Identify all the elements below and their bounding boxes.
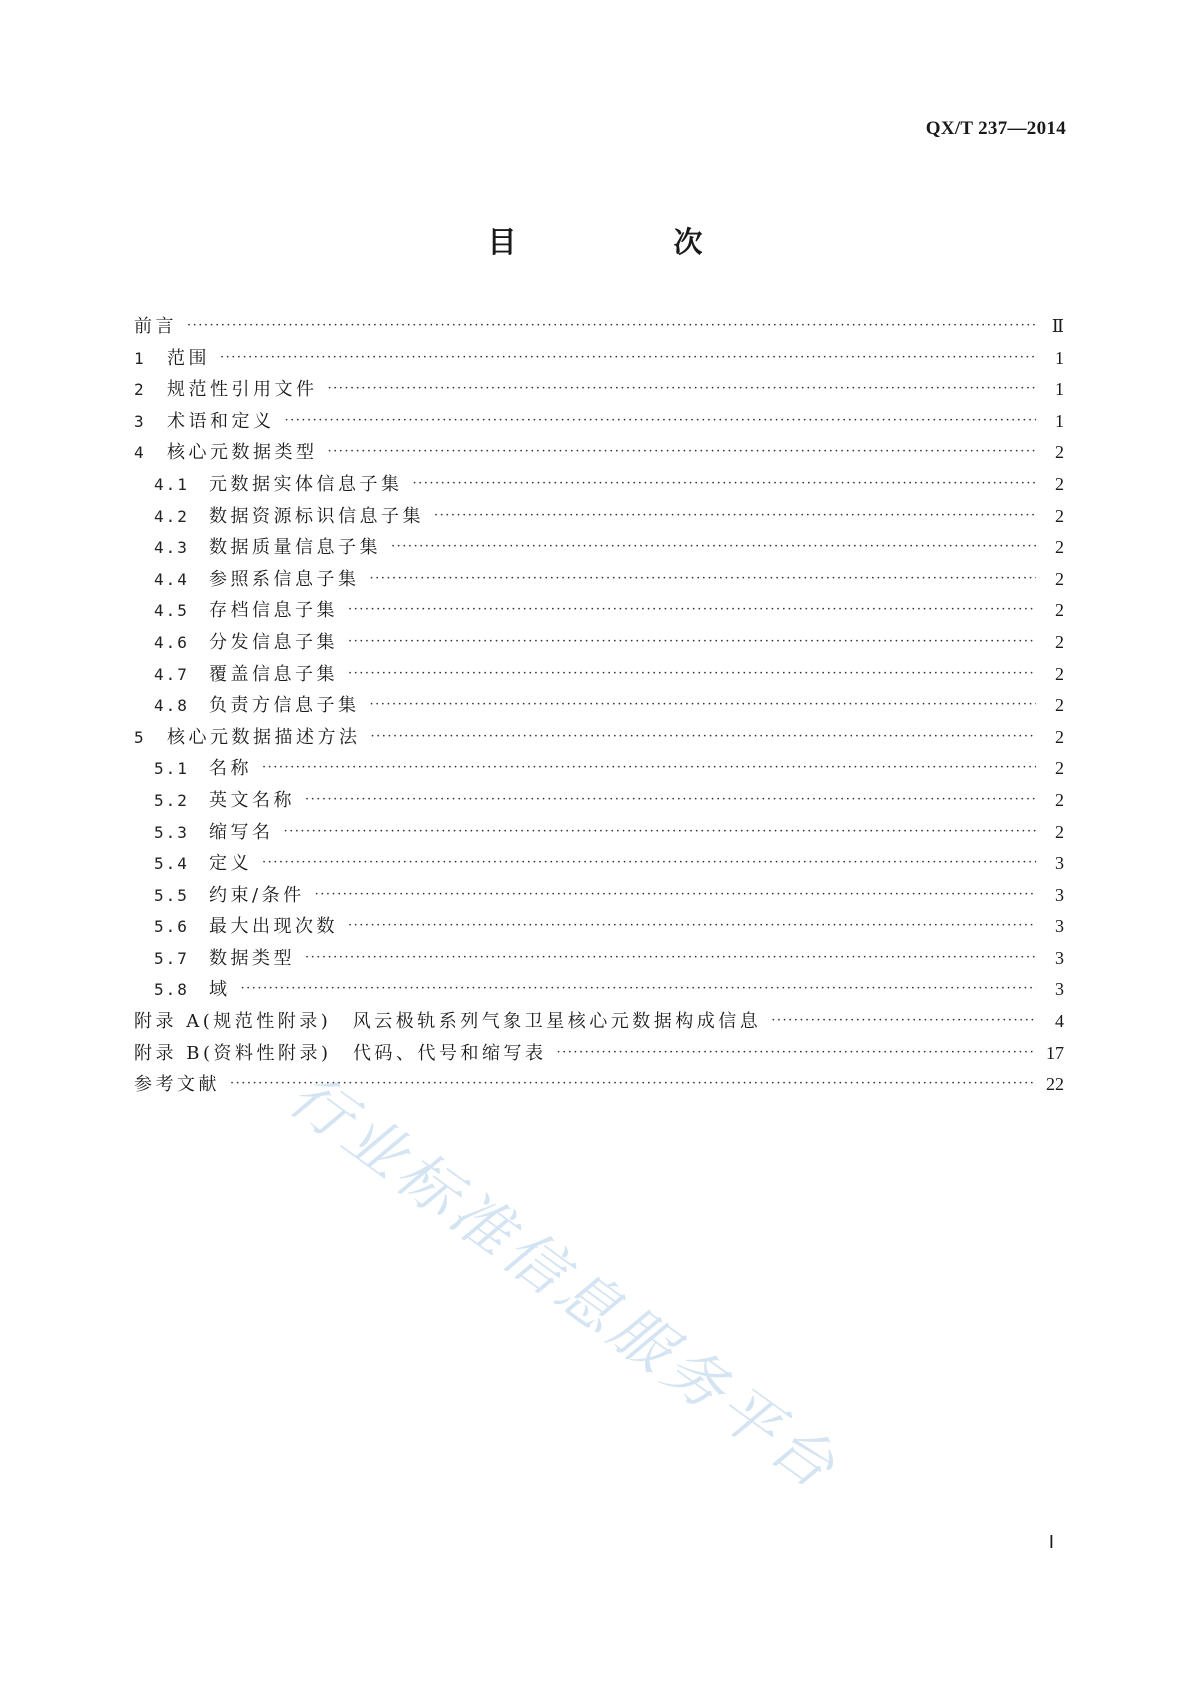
toc-entry-label: 分发信息子集 [209, 631, 338, 653]
toc-entry-number: 5.2 [154, 790, 189, 810]
toc-entry-number: 5.4 [154, 854, 189, 874]
toc-entry-page: 2 [1055, 568, 1064, 589]
toc-entry-number: 5.6 [154, 917, 189, 937]
toc-entry[interactable] [134, 595, 1064, 627]
toc-entry-number: 4.3 [154, 538, 189, 558]
toc-entry-number: 4.1 [154, 474, 189, 494]
toc-entry-page: 2 [1055, 600, 1064, 621]
toc-entry-page: 4 [1055, 1011, 1064, 1032]
toc-entry-label: 约束/条件 [209, 884, 305, 906]
toc-entry-number: 5.3 [154, 822, 189, 842]
toc-entry[interactable] [134, 469, 1064, 501]
toc-entry-number: 5.7 [154, 948, 189, 968]
toc-entry[interactable] [134, 880, 1064, 912]
toc-entry[interactable] [134, 817, 1064, 849]
toc-entry[interactable] [134, 532, 1064, 564]
toc-dot-leader [370, 563, 1037, 595]
toc-entry-label: 最大出现次数 [209, 916, 338, 938]
toc-entry-page: 2 [1055, 663, 1064, 684]
toc-entry-label: 附录 B(资料性附录) 代码、代号和缩写表 [134, 1042, 547, 1064]
standard-code: QX/T 237—2014 [925, 118, 1066, 139]
toc-dot-leader [230, 1068, 1036, 1100]
toc-entry-page: 3 [1055, 947, 1064, 968]
toc-entry-label: 存档信息子集 [209, 600, 338, 622]
toc-entry-page: 2 [1055, 473, 1064, 494]
toc-entry-number: 5.5 [154, 885, 189, 905]
toc-entry-page: Ⅱ [1051, 316, 1064, 336]
toc-dot-leader [315, 879, 1036, 911]
toc-entry[interactable] [134, 1069, 1064, 1101]
toc-entry-page: 2 [1055, 695, 1064, 716]
toc-entry-number: 4.5 [154, 601, 189, 621]
toc-entry[interactable] [134, 1006, 1064, 1038]
toc-entry-label: 核心元数据描述方法 [167, 726, 361, 748]
toc-dot-leader [771, 1005, 1036, 1037]
toc-entry[interactable] [134, 406, 1064, 438]
toc-entry[interactable] [134, 374, 1064, 406]
toc-entry-page: 17 [1046, 1042, 1064, 1063]
toc-dot-leader [220, 342, 1036, 374]
toc-dot-leader [371, 721, 1037, 753]
toc-entry[interactable] [134, 943, 1064, 975]
toc-entry[interactable] [134, 311, 1064, 343]
toc-entry-label: 核心元数据类型 [167, 442, 318, 464]
toc-entry-number: 4.2 [154, 506, 189, 526]
toc-dot-leader [348, 910, 1036, 942]
toc-dot-leader [413, 468, 1037, 500]
toc-entry-page: 2 [1055, 758, 1064, 779]
toc-entry[interactable] [134, 753, 1064, 785]
toc-entry-label: 缩写名 [209, 821, 274, 843]
toc-entry[interactable] [134, 785, 1064, 817]
toc-entry[interactable] [134, 722, 1064, 754]
toc-entry[interactable] [134, 343, 1064, 375]
toc-entry-number: 5.1 [154, 759, 189, 779]
toc-entry-label: 参考文献 [134, 1074, 220, 1096]
toc-entry-page: 2 [1055, 821, 1064, 842]
toc-entry-number: 5 [134, 727, 146, 747]
toc-entry-label: 术语和定义 [167, 410, 275, 432]
toc-dot-leader [187, 310, 1036, 342]
toc-entry-label: 附录 A(规范性附录) 风云极轨系列气象卫星核心元数据构成信息 [134, 1011, 762, 1033]
page-title: 目 次 [487, 225, 767, 259]
toc-dot-leader [348, 658, 1036, 690]
toc-entry-number: 4 [134, 443, 146, 463]
toc-entry-page: 1 [1055, 347, 1064, 368]
toc-entry-page: 22 [1046, 1074, 1064, 1095]
footer-page-number: Ⅰ [1048, 1532, 1054, 1552]
table-of-contents [134, 311, 1064, 1101]
toc-entry[interactable] [134, 564, 1064, 596]
toc-entry-number: 4.8 [154, 696, 189, 716]
toc-entry-label: 覆盖信息子集 [209, 663, 338, 685]
toc-entry-page: 2 [1055, 789, 1064, 810]
toc-dot-leader [328, 436, 1037, 468]
toc-entry-page: 3 [1055, 979, 1064, 1000]
toc-dot-leader [328, 373, 1037, 405]
toc-entry-page: 3 [1055, 916, 1064, 937]
toc-dot-leader [285, 405, 1037, 437]
toc-entry-label: 名称 [209, 758, 252, 780]
toc-entry-page: 1 [1055, 379, 1064, 400]
toc-entry-label: 英文名称 [209, 789, 295, 811]
toc-entry-label: 范围 [167, 347, 210, 369]
toc-entry-number: 1 [134, 348, 146, 368]
toc-entry-page: 2 [1055, 726, 1064, 747]
toc-entry-number: 4.4 [154, 569, 189, 589]
toc-entry-label: 域 [209, 979, 231, 1001]
toc-dot-leader [305, 784, 1036, 816]
toc-dot-leader [348, 594, 1036, 626]
toc-entry-number: 4.7 [154, 664, 189, 684]
toc-entry[interactable] [134, 501, 1064, 533]
toc-entry-label: 数据类型 [209, 947, 295, 969]
toc-entry[interactable] [134, 974, 1064, 1006]
toc-entry-number: 4.6 [154, 632, 189, 652]
toc-dot-leader [284, 816, 1037, 848]
toc-dot-leader [391, 531, 1036, 563]
toc-entry-page: 1 [1055, 410, 1064, 431]
toc-dot-leader [370, 689, 1037, 721]
toc-entry-page: 2 [1055, 537, 1064, 558]
toc-entry[interactable] [134, 659, 1064, 691]
toc-entry[interactable] [134, 690, 1064, 722]
toc-entry-label: 定义 [209, 853, 252, 875]
toc-entry-label: 前言 [134, 316, 177, 337]
toc-entry[interactable] [134, 911, 1064, 943]
toc-dot-leader [241, 973, 1037, 1005]
toc-entry-label: 元数据实体信息子集 [209, 473, 403, 495]
toc-entry-number: 5.8 [154, 980, 189, 1000]
toc-dot-leader [348, 626, 1036, 658]
toc-entry-page: 3 [1055, 884, 1064, 905]
toc-entry-number: 3 [134, 411, 146, 431]
toc-entry[interactable] [134, 437, 1064, 469]
toc-dot-leader [262, 847, 1036, 879]
toc-dot-leader [305, 942, 1036, 974]
toc-entry-page: 3 [1055, 853, 1064, 874]
toc-entry[interactable] [134, 1038, 1064, 1070]
toc-dot-leader [262, 752, 1036, 784]
toc-entry[interactable] [134, 627, 1064, 659]
toc-entry-number: 2 [134, 380, 146, 400]
watermark: 行业标准信息服务平台 [276, 1060, 852, 1506]
toc-entry-label: 规范性引用文件 [167, 379, 318, 401]
toc-entry-label: 数据质量信息子集 [209, 537, 381, 559]
toc-entry-label: 数据资源标识信息子集 [209, 505, 424, 527]
toc-entry-label: 参照系信息子集 [209, 568, 360, 590]
toc-entry[interactable] [134, 848, 1064, 880]
toc-entry-label: 负责方信息子集 [209, 695, 360, 717]
toc-entry-page: 2 [1055, 631, 1064, 652]
toc-dot-leader [434, 500, 1036, 532]
toc-entry-page: 2 [1055, 505, 1064, 526]
toc-dot-leader [557, 1037, 1037, 1069]
toc-entry-page: 2 [1055, 442, 1064, 463]
